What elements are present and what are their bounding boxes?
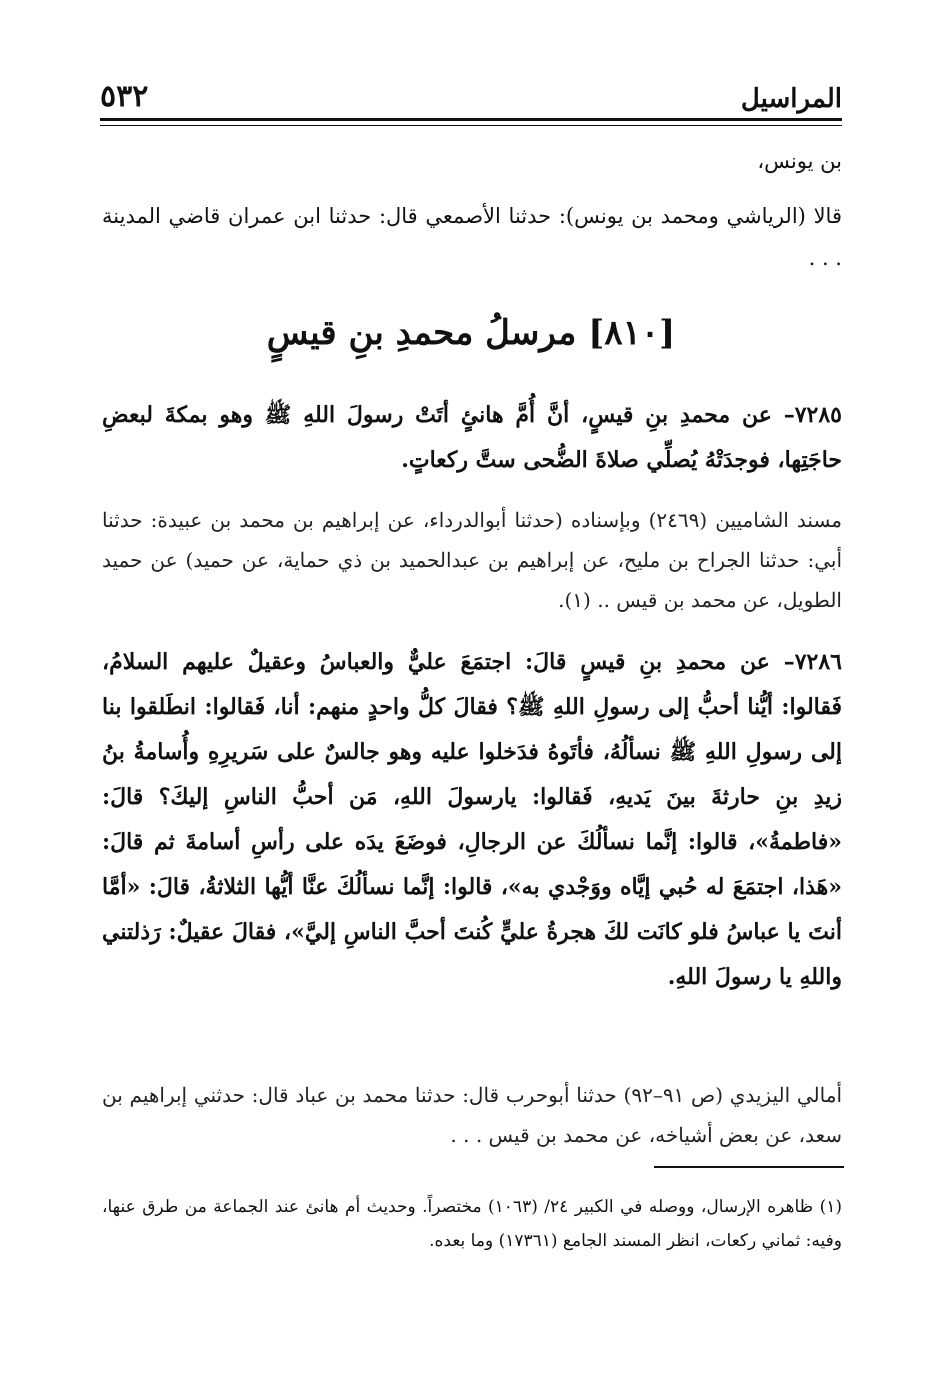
intro-line: بن يونس، bbox=[757, 149, 842, 173]
hadith-7286: ٧٢٨٦– عن محمدِ بنِ قيسٍ قالَ: اجتمَعَ عليٌّ والعباسُ وعقيلٌ عليهم السلامُ، فَقالوا: أيُّنا أحبُّ إلى رسولِ اللهِ ﷺ؟ فقالَ كلُّ واحدٍ منهم: أنا، فَقالوا: انطَلقوا بنا إلى رسولِ اللهِ ﷺ نسألُهُ، فأتَوهُ فدَخلوا عليه وهو جالسٌ على سَريرِهِ وأُسامةُ بنُ زيدِ بنِ حارثةَ بينَ يَديهِ، فَقالوا: يارسولَ اللهِ، مَن أحبُّ الناسِ إليكَ؟ قالَ: «فاطمةُ»، قالوا: إنَّما نسألُكَ عن الرجالِ، فوضَعَ يدَه على رأسِ أسامةَ ثم قالَ: «هَذا، اجتمَعَ له حُبي إيَّاه ووَجْدي به»، قالوا: إنَّما نسألُكَ عنَّا أيُّها الثلاثةُ، قالَ: «أمَّا أنتَ يا عباسُ فلو كانَت لكَ هجرةُ عليٍّ كُنتَ أحبَّ الناسِ إليَّ»، فقالَ عقيلٌ: رَذلتني واللهِ يا رسولَ اللهِ. bbox=[102, 649, 842, 990]
page-number: ٥٣٢ bbox=[100, 79, 149, 114]
intro-paragraph: قالا (الرياشي ومحمد بن يونس): حدثنا الأصمعي قال: حدثنا ابن عمران قاضي المدينة . . . bbox=[102, 204, 842, 270]
page-header bbox=[100, 70, 842, 121]
footnote: (١) ظاهره الإرسال، ووصله في الكبير ٢٤/ (١٠٦٣) مختصراً. وحديث أم هانئ عند الجماعة من طرق عنها، وفيه: ثماني ركعات، انظر المسند الجامع (١٧٣٦١) وما بعده. bbox=[102, 1197, 843, 1251]
section-heading: [٨١٠] مرسلُ محمدِ بنِ قيسٍ bbox=[266, 313, 676, 353]
running-title: المراسيل bbox=[740, 84, 842, 114]
source-citation-2: أمالي اليزيدي (ص ٩١–٩٢) حدثنا أبوحرب قال: حدثنا محمد بن عباد قال: حدثني إبراهيم بن سعد، عن بعض أشياخه، عن محمد بن قيس . . . bbox=[102, 1083, 842, 1147]
hadith-7285: ٧٢٨٥– عن محمدِ بنِ قيسٍ، أنَّ أُمَّ هانئٍ أتَتْ رسولَ اللهِ ﷺ وهو بمكةَ لبعضِ حاجَتِها، فوجدَتْهُ يُصلِّي صلاةَ الضُّحى ستَّ ركعاتٍ. bbox=[102, 402, 842, 473]
footnote-divider bbox=[654, 1166, 844, 1168]
source-citation-1: مسند الشاميين (٢٤٦٩) وبإسناده (حدثنا أبوالدرداء، عن إبراهيم بن محمد بن عبيدة: حدثنا أبي: حدثنا الجراح بن مليح، عن إبراهيم بن عبدالحميد بن ذي حماية، عن حميد) عن حميد الطويل، عن محمد بن قيس .. (١). bbox=[102, 508, 843, 612]
